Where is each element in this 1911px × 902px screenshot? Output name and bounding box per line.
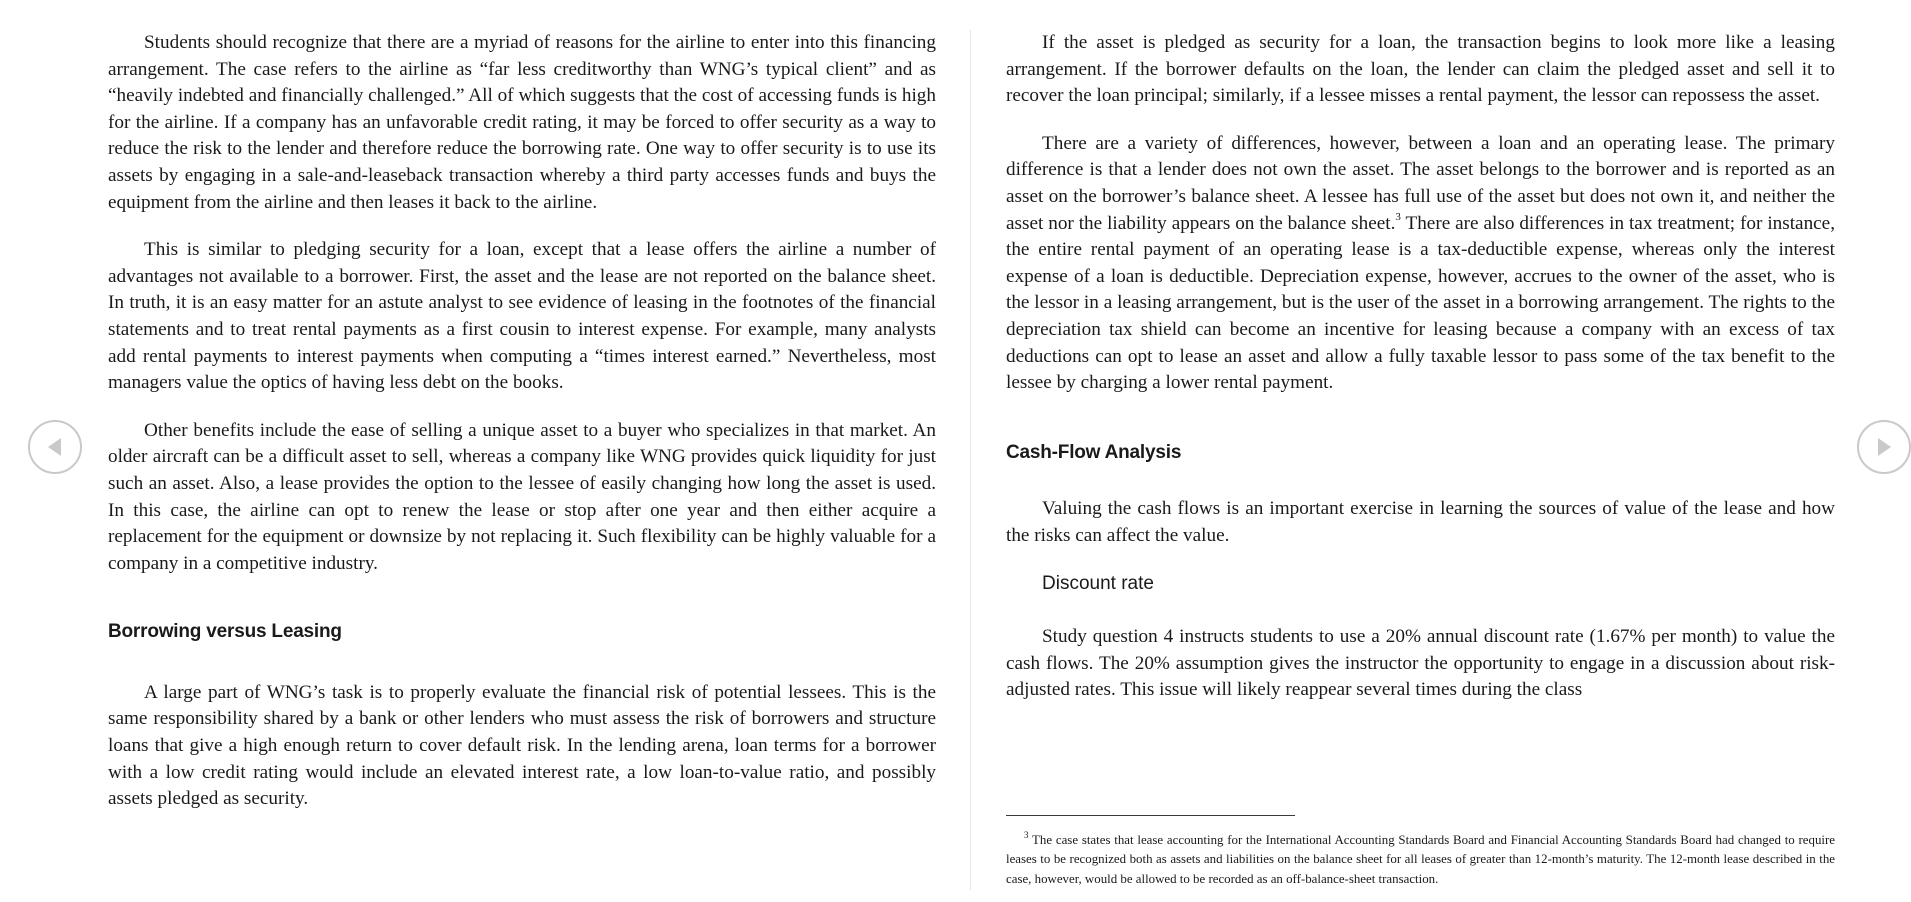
left-page [108, 30, 936, 834]
right-page [1006, 30, 1835, 725]
body-paragraph: Other benefits include the ease of selling a unique asset to a buyer who specializes in that market. An older aircraft can be a difficult asset to sell, whereas a company like WNG provides quick liquidity for just such an asset. Also, a lease provides the option to the lessee of easily changing how long the asset is used. In this case, the airline can opt to renew the lease or stop after one year and then either acquire a replacement for the equipment or downsize by not replacing it. Such flexibility can be highly valuable for a company in a competitive industry. [108, 419, 936, 574]
section-heading-cash-flow-analysis: Cash-Flow Analysis [1006, 441, 1182, 463]
body-paragraph: Valuing the cash flows is an important exercise in learning the sources of value of the lease and how the risks can affect the value. [1006, 498, 1835, 546]
paragraph-text: There are a variety of differences, however, between a loan and an operating lease. The primary difference is that a lender does not own the asset. The asset belongs to the borrower and is reported as an asset on the borrower’s balance sheet. A lessee has full use of the asset but does not own it, and neither the asset nor the liability appears on the balance sheet. [1006, 132, 1835, 234]
footnote-reference[interactable]: 3 [1395, 211, 1401, 224]
chevron-right-icon [1874, 436, 1894, 458]
chevron-left-icon [45, 436, 65, 458]
body-paragraph: This is similar to pledging security for a loan, except that a lease offers the airline a number of advantages not available to a borrower. First, the asset and the lease are not reported on the balance sheet. In truth, it is an easy matter for an astute analyst to see evidence of leasing in the footnotes of the financial statements and to treat rental payments as a first cousin to interest expense. For example, many analysts add rental payments to interest payments when computing a “times interest earned.” Nevertheless, most managers value the optics of having less debt on the books. [108, 239, 936, 394]
page-divider [970, 30, 971, 890]
body-paragraph: Study question 4 instructs students to use a 20% annual discount rate (1.67% per month) to value the cash flows. The 20% assumption gives the instructor the opportunity to engage in a discussion about risk-adjusted rates. This issue will likely reappear several times during the class [1006, 626, 1835, 701]
body-paragraph: A large part of WNG’s task is to properly evaluate the financial risk of potential lessees. This is the same responsibility shared by a bank or other lenders who must assess the risk of borrowers and structure loans that give a high enough return to cover default risk. In the lending arena, loan terms for a borrower with a low credit rating would include an elevated interest rate, a low loan-to-value ratio, and possibly assets pledged as security. [108, 681, 936, 810]
subsection-heading-discount-rate: Discount rate [1042, 572, 1154, 594]
footnote [1006, 831, 1835, 889]
body-paragraph: Students should recognize that there are a myriad of reasons for the airline to enter into this financing arrangement. The case refers to the airline as “far less creditworthy than WNG’s typical client” and as “heavily indebted and financially challenged.” All of which suggests that the cost of accessing funds is high for the airline. If a company has an unfavorable credit rating, it may be forced to offer security as a way to reduce the risk to the lender and therefore reduce the borrowing rate. One way to offer security is to use its assets by engaging in a sale-and-leaseback transaction whereby a third party accesses funds and buys the equipment from the airline and then leases it back to the airline. [108, 32, 936, 213]
footnote-marker: 3 [1024, 829, 1029, 840]
footnote-text: The case states that lease accounting for the International Accounting Standards Board and Financial Accounting Standards Board had changed to require leases to be recognized both as assets and liabilities on the balance sheet for all leases of greater than 12-month’s maturity. The 12-month lease described in the case, however, would be allowed to be recorded as an off-balance-sheet transaction. [1006, 833, 1835, 886]
body-paragraph: If the asset is pledged as security for a loan, the transaction begins to look more like a leasing arrangement. If the borrower defaults on the loan, the lender can claim the pledged asset and sell it to recover the loan principal; similarly, if a lessee misses a rental payment, the lessor can repossess the asset. [1006, 32, 1835, 107]
body-paragraph [1006, 131, 1835, 397]
paragraph-text: There are also differences in tax treatment; for instance, the entire rental payment of an operating lease is a tax-deductible expense, whereas only the interest expense of a loan is deductible. Depreciation expense, however, accrues to the owner of the asset, who is the lessor in a leasing arrangement, but is the user of the asset in a borrowing arrangement. The rights to the depreciation tax shield can become an incentive for leasing because a company with an excess of tax deductions can opt to lease an asset and allow a fully taxable lessor to pass some of the tax benefit to the lessee by charging a lower rental payment. [1006, 212, 1835, 394]
footnote-rule [1006, 815, 1295, 816]
previous-page-button[interactable] [28, 420, 82, 474]
next-page-button[interactable] [1857, 420, 1911, 474]
section-heading-borrowing-versus-leasing: Borrowing versus Leasing [108, 621, 342, 643]
